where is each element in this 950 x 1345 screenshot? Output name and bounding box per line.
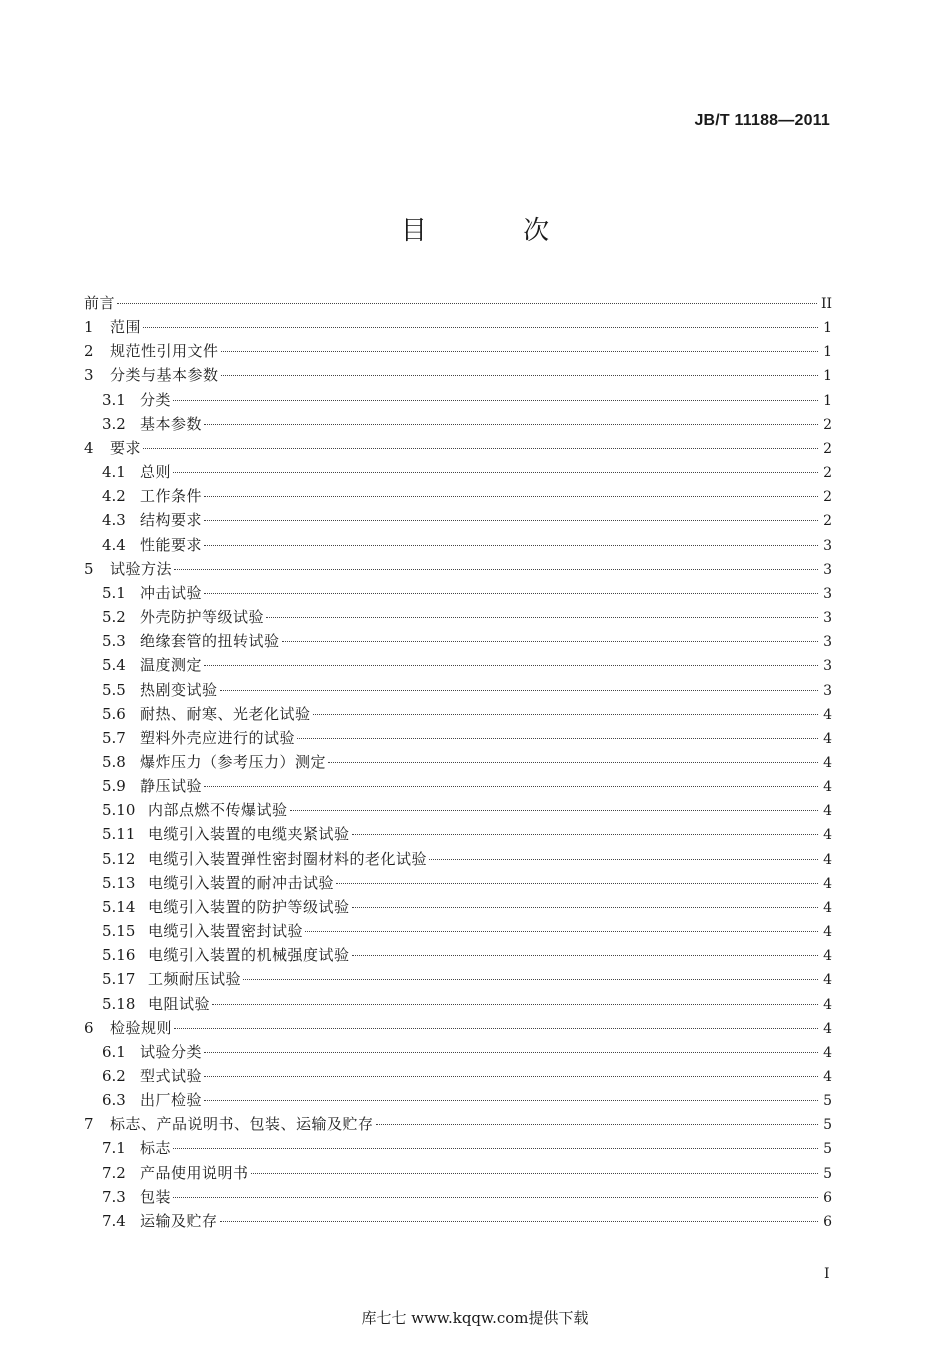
toc-entry-number: 5.18 bbox=[102, 994, 136, 1013]
toc-entry[interactable] bbox=[84, 484, 832, 508]
toc-entry[interactable] bbox=[84, 363, 832, 387]
toc-entry-title: 产品使用说明书 bbox=[140, 1163, 249, 1182]
dot-leader bbox=[328, 762, 818, 763]
toc-entry-title: 分类与基本参数 bbox=[110, 366, 219, 385]
dot-leader bbox=[204, 665, 818, 666]
toc-entry-page: 3 bbox=[823, 658, 832, 675]
dot-leader bbox=[204, 593, 818, 594]
toc-entry-title: 运输及贮存 bbox=[140, 1211, 218, 1230]
dot-leader bbox=[212, 1004, 818, 1005]
toc-entry-page: 4 bbox=[823, 1020, 832, 1037]
dot-leader bbox=[221, 351, 818, 352]
dot-leader bbox=[266, 617, 818, 618]
toc-entry-number: 6.3 bbox=[102, 1091, 126, 1110]
toc-entry[interactable] bbox=[84, 992, 832, 1016]
toc-entry[interactable] bbox=[84, 508, 832, 532]
toc-entry-page: 3 bbox=[823, 682, 832, 699]
toc-entry[interactable] bbox=[84, 822, 832, 846]
toc-entry-title: 工作条件 bbox=[140, 487, 203, 506]
toc-entry-page: 4 bbox=[823, 1069, 832, 1085]
toc-entry-title: 冲击试验 bbox=[140, 583, 203, 602]
toc-entry[interactable] bbox=[84, 750, 832, 774]
standard-code: JB/T 11188—2011 bbox=[694, 112, 830, 129]
dot-leader bbox=[282, 641, 818, 642]
dot-leader bbox=[220, 1221, 818, 1222]
toc-entry-page: II bbox=[820, 296, 832, 312]
toc-entry-page: 4 bbox=[823, 996, 832, 1013]
toc-entry-number: 7.2 bbox=[102, 1163, 126, 1182]
toc-entry[interactable] bbox=[84, 1088, 832, 1112]
toc-entry-number: 7.3 bbox=[102, 1187, 126, 1206]
toc-entry-title: 外壳防护等级试验 bbox=[140, 608, 265, 627]
toc-entry[interactable] bbox=[84, 557, 832, 581]
dot-leader bbox=[204, 545, 818, 546]
toc-entry-title: 要求 bbox=[110, 438, 142, 457]
toc-entry-title: 试验分类 bbox=[140, 1042, 203, 1061]
toc-entry[interactable] bbox=[84, 388, 832, 412]
toc-title: 目 次 bbox=[400, 216, 594, 246]
toc-entry-page: 3 bbox=[823, 561, 832, 578]
toc-entry-title: 检验规则 bbox=[110, 1018, 173, 1037]
toc-entry-number: 1 bbox=[84, 318, 94, 337]
toc-entry-number: 6 bbox=[84, 1018, 94, 1037]
toc-entry-title: 型式试验 bbox=[140, 1067, 203, 1085]
toc-entry[interactable] bbox=[84, 1209, 832, 1233]
toc-entry[interactable] bbox=[84, 798, 832, 822]
toc-entry-number: 5.14 bbox=[102, 897, 136, 916]
toc-entry-page: 1 bbox=[823, 320, 832, 337]
toc-entry[interactable] bbox=[84, 436, 832, 460]
toc-entry-title: 绝缘套管的扭转试验 bbox=[140, 632, 280, 651]
toc-entry[interactable] bbox=[84, 1016, 832, 1040]
toc-entry-number: 3 bbox=[84, 366, 94, 385]
toc-entry-title: 电缆引入装置的电缆夹紧试验 bbox=[148, 825, 350, 844]
toc-entry-title: 出厂检验 bbox=[140, 1091, 203, 1110]
dot-leader bbox=[305, 931, 818, 932]
dot-leader bbox=[352, 834, 818, 835]
toc-entry-number: 4.4 bbox=[102, 535, 126, 554]
toc-entry-title: 性能要求 bbox=[140, 535, 203, 554]
dot-leader bbox=[143, 327, 818, 328]
toc-entry-title: 电缆引入装置的防护等级试验 bbox=[148, 897, 350, 916]
toc-entry-number: 6.2 bbox=[102, 1067, 126, 1085]
dot-leader bbox=[251, 1173, 818, 1174]
toc-entry[interactable] bbox=[84, 847, 832, 871]
dot-leader bbox=[143, 448, 818, 449]
toc-entry-number: 2 bbox=[84, 342, 94, 361]
toc-entry[interactable] bbox=[84, 943, 832, 967]
dot-leader bbox=[352, 907, 818, 908]
toc-entry-title: 总则 bbox=[140, 463, 172, 482]
toc-entry-number: 5.17 bbox=[102, 970, 136, 989]
toc-entry-title: 塑料外壳应进行的试验 bbox=[140, 728, 296, 747]
toc-entry-title: 电缆引入装置的耐冲击试验 bbox=[148, 873, 335, 892]
toc-entry-page: 4 bbox=[823, 948, 832, 965]
toc-entry-page: 4 bbox=[823, 875, 832, 892]
toc-entry-title: 包装 bbox=[140, 1187, 172, 1206]
toc-entry-page: 4 bbox=[823, 803, 832, 820]
toc-entry-number: 5.5 bbox=[102, 680, 126, 699]
toc-entry[interactable] bbox=[84, 1136, 832, 1160]
toc-entry-title: 热剧变试验 bbox=[140, 680, 218, 699]
dot-leader bbox=[204, 1076, 818, 1077]
toc-entry-title: 结构要求 bbox=[140, 511, 203, 530]
dot-leader bbox=[336, 883, 818, 884]
toc-entry-number: 5.10 bbox=[102, 801, 136, 820]
toc-entry-title: 标志、产品说明书、包装、运输及贮存 bbox=[110, 1115, 374, 1134]
toc-entry-title: 温度测定 bbox=[140, 656, 203, 675]
toc-entry[interactable] bbox=[84, 412, 832, 436]
toc-entry[interactable] bbox=[84, 1185, 832, 1209]
toc-entry[interactable] bbox=[84, 871, 832, 895]
dot-leader bbox=[174, 1028, 818, 1029]
toc-entry[interactable] bbox=[84, 774, 832, 798]
toc-entry[interactable] bbox=[84, 315, 832, 339]
toc-entry-page: 1 bbox=[823, 344, 832, 361]
toc-entry[interactable] bbox=[84, 629, 832, 653]
toc-entry-title: 电缆引入装置密封试验 bbox=[148, 922, 304, 941]
dot-leader bbox=[174, 569, 818, 570]
dot-leader bbox=[117, 303, 817, 304]
toc-entry-number: 3.2 bbox=[102, 414, 126, 433]
toc-entry-number: 5.12 bbox=[102, 849, 136, 868]
dot-leader bbox=[173, 400, 818, 401]
toc-entry-page: 3 bbox=[823, 610, 832, 627]
dot-leader bbox=[204, 520, 818, 521]
toc-entry[interactable] bbox=[84, 605, 832, 629]
toc-entry-title: 静压试验 bbox=[140, 777, 203, 796]
toc-entry-page: 4 bbox=[823, 1044, 832, 1061]
toc-entry-page: 1 bbox=[823, 392, 832, 409]
toc-entry[interactable] bbox=[84, 678, 832, 702]
dot-leader bbox=[221, 375, 818, 376]
toc-entry-number: 5.7 bbox=[102, 728, 126, 747]
toc-entry-page: 3 bbox=[823, 634, 832, 651]
toc-entry-number: 7.1 bbox=[102, 1139, 126, 1158]
toc-entry-page: 2 bbox=[823, 440, 832, 457]
toc-entry[interactable] bbox=[84, 1161, 832, 1185]
toc-entry-title: 规范性引用文件 bbox=[110, 342, 219, 361]
dot-leader bbox=[204, 424, 818, 425]
toc-entry-number: 5.6 bbox=[102, 704, 126, 723]
toc-entry-title: 爆炸压力（参考压力）测定 bbox=[140, 752, 327, 771]
toc-entry-page: 5 bbox=[823, 1117, 832, 1134]
dot-leader bbox=[173, 472, 818, 473]
toc-entry-title: 分类 bbox=[140, 390, 172, 409]
toc-entry-number: 5.15 bbox=[102, 922, 136, 941]
toc-entry-title: 前言 bbox=[84, 294, 116, 312]
toc-entry-number: 5 bbox=[84, 559, 94, 578]
toc-entry-page: 4 bbox=[823, 779, 832, 796]
dot-leader bbox=[290, 810, 818, 811]
toc-entry-number: 4.2 bbox=[102, 487, 126, 506]
dot-leader bbox=[297, 738, 818, 739]
dot-leader bbox=[220, 690, 818, 691]
toc-entry-page: 2 bbox=[823, 465, 832, 482]
toc-entry-title: 耐热、耐寒、光老化试验 bbox=[140, 704, 311, 723]
dot-leader bbox=[204, 1052, 818, 1053]
dot-leader bbox=[204, 1100, 818, 1101]
toc-entry-page: 1 bbox=[823, 368, 832, 385]
toc-entry[interactable] bbox=[84, 1112, 832, 1136]
toc-entry-title: 标志 bbox=[140, 1139, 172, 1158]
dot-leader bbox=[352, 955, 818, 956]
toc-entry-number: 5.3 bbox=[102, 632, 126, 651]
toc-entry-page: 4 bbox=[823, 706, 832, 723]
toc-entry-page: 6 bbox=[823, 1189, 832, 1206]
toc-entry-number: 5.4 bbox=[102, 656, 126, 675]
toc-entry-number: 3.1 bbox=[102, 390, 126, 409]
toc-entry-page: 2 bbox=[823, 416, 832, 433]
toc-entry[interactable] bbox=[84, 339, 832, 363]
toc-entry[interactable] bbox=[84, 533, 832, 557]
toc-entry-title: 电阻试验 bbox=[148, 994, 211, 1013]
toc-entry-number: 5.2 bbox=[102, 608, 126, 627]
toc-entry[interactable] bbox=[84, 1040, 832, 1064]
toc-entry-page: 4 bbox=[823, 827, 832, 844]
dot-leader bbox=[204, 496, 818, 497]
toc-entry-page: 4 bbox=[823, 851, 832, 868]
toc-entry[interactable] bbox=[84, 653, 832, 677]
dot-leader bbox=[429, 859, 818, 860]
toc-entry-page: 4 bbox=[823, 972, 832, 989]
toc-entry[interactable] bbox=[84, 967, 832, 991]
toc-entry-page: 5 bbox=[823, 1165, 832, 1182]
dot-leader bbox=[173, 1197, 818, 1198]
toc-entry-number: 5.11 bbox=[102, 825, 136, 844]
toc-entry-title: 基本参数 bbox=[140, 414, 203, 433]
toc-entry-number: 5.8 bbox=[102, 752, 126, 771]
toc-entry[interactable] bbox=[84, 1064, 832, 1088]
toc-entry[interactable] bbox=[84, 460, 832, 484]
toc-entry-page: 2 bbox=[823, 489, 832, 506]
toc-entry-title: 试验方法 bbox=[110, 559, 173, 578]
toc-entry-title: 范围 bbox=[110, 318, 142, 337]
toc-entry-page: 4 bbox=[823, 730, 832, 747]
toc-entry-title: 电缆引入装置的机械强度试验 bbox=[148, 946, 350, 965]
toc-entry-page: 3 bbox=[823, 537, 832, 554]
toc-entry-number: 5.13 bbox=[102, 873, 136, 892]
toc-entry-number: 5.16 bbox=[102, 946, 136, 965]
toc-entry-page: 2 bbox=[823, 513, 832, 530]
dot-leader bbox=[376, 1124, 818, 1125]
toc-entry-number: 4 bbox=[84, 438, 94, 457]
toc-entry[interactable] bbox=[84, 291, 832, 315]
toc-entry-page: 5 bbox=[823, 1141, 832, 1158]
toc-entry-title: 内部点燃不传爆试验 bbox=[148, 801, 288, 820]
toc-entry[interactable] bbox=[84, 895, 832, 919]
toc-entry[interactable] bbox=[84, 581, 832, 605]
toc-entry-number: 4.3 bbox=[102, 511, 126, 530]
dot-leader bbox=[173, 1148, 818, 1149]
page-number: I bbox=[824, 1266, 830, 1282]
toc-entry-page: 6 bbox=[823, 1213, 832, 1230]
toc-entry-number: 7.4 bbox=[102, 1211, 126, 1230]
toc-entry[interactable] bbox=[84, 919, 832, 943]
dot-leader bbox=[313, 714, 818, 715]
dot-leader bbox=[204, 786, 818, 787]
toc-entry-page: 4 bbox=[823, 899, 832, 916]
table-of-contents bbox=[84, 291, 832, 1233]
toc-entry[interactable] bbox=[84, 726, 832, 750]
toc-entry-page: 4 bbox=[823, 754, 832, 771]
toc-entry-number: 5.1 bbox=[102, 583, 126, 602]
toc-entry[interactable] bbox=[84, 702, 832, 726]
toc-entry-page: 4 bbox=[823, 924, 832, 941]
download-watermark: 库七七 www.kqqw.com提供下载 bbox=[361, 1309, 589, 1327]
toc-entry-number: 4.1 bbox=[102, 463, 126, 482]
toc-entry-page: 3 bbox=[823, 585, 832, 602]
toc-entry-number: 7 bbox=[84, 1115, 94, 1134]
toc-entry-title: 工频耐压试验 bbox=[148, 970, 242, 989]
toc-entry-title: 电缆引入装置弹性密封圈材料的老化试验 bbox=[148, 849, 428, 868]
toc-entry-number: 6.1 bbox=[102, 1042, 126, 1061]
toc-entry-page: 5 bbox=[823, 1093, 832, 1110]
toc-entry-number: 5.9 bbox=[102, 777, 126, 796]
dot-leader bbox=[243, 979, 818, 980]
